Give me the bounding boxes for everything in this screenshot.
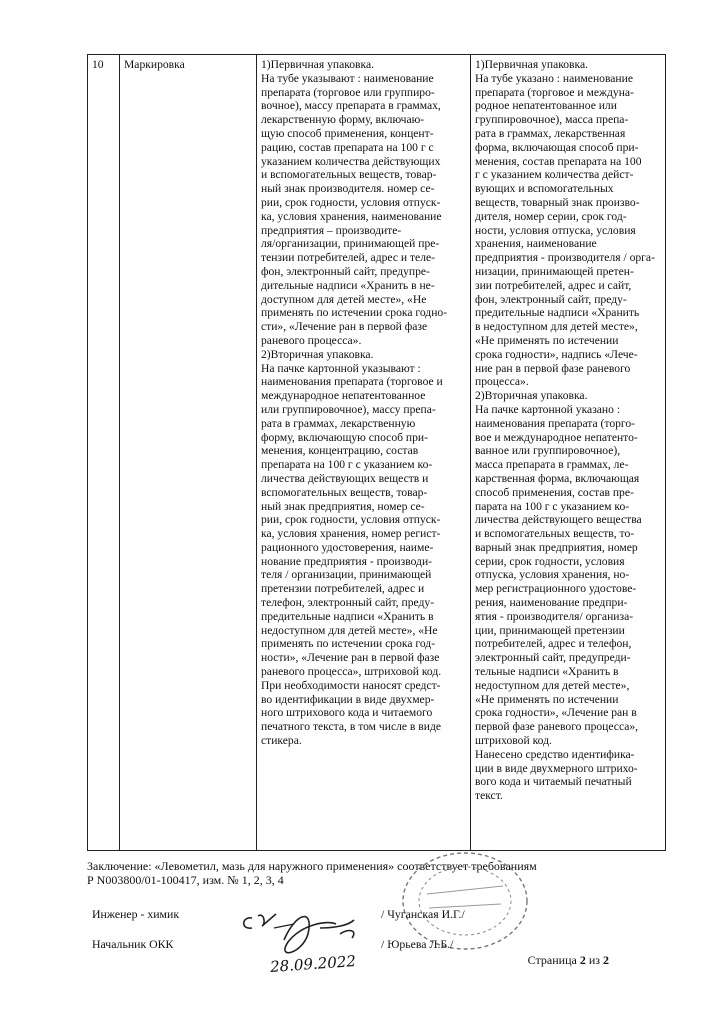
- right-primary-text: На тубе указано : наименование препарата (торговое и междуна- родное непатентованное или группировочное), масса препа- рата в граммах, лекарственная форма, включающая способ при- менения, состав препарата на 100 г с указанием количества дейст- вующих и вспомогательных веществ, товарный знак произво- дителя, номер серии, срок год- ности, условия отпуска, условия хранения, наименование предприятия - производителя / орга- низации, принимающей претен- зии потребителей, адрес и сайт, фон, электронный сайт, преду- предительные надписи «Хранить в недоступном для детей месте», «Не применять по истечении срока годности», надпись «Лече- ние ран в первой фазе раневого процесса».: [475, 71, 655, 389]
- conclusion: [87, 859, 647, 887]
- page-total: 2: [603, 953, 609, 967]
- left-secondary-title: 2)Вторичная упаковка.: [261, 347, 374, 361]
- results-cell: [471, 55, 666, 851]
- right-secondary-text: На пачке картонной указано : наименования препарата (торго- вое и международное непатенто- ванное или группировочное), масса препарата в граммах, ле- карственная форма, включающая способ применения, состав пре- парата на 100 г с указанием ко- личества действующего вещества и вспомогательных веществ, то- варный знак предприятия, номер серии, срок годности, условия отпуска, условия хранения, но- мер регистрационного удостове- рения, наименование предпри- ятия - производителя/ организа- ции, принимающей претензии потребителей, адрес и телефон, электронный сайт, предупреди- тельные надписи «Хранить в недоступном для детей месте», «Не применять по истечении срока годности», «Лечение ран в первой фазе раневого процесса», штриховой код.: [475, 402, 642, 748]
- right-secondary-title: 2)Вторичная упаковка.: [475, 389, 588, 403]
- left-primary-title: 1)Первичная упаковка.: [261, 58, 375, 71]
- page-of: из: [588, 953, 600, 967]
- left-primary-text: На тубе указывают : наименование препарата (торговое или группиро- вочное), массу препарата в граммах, лекарственную форму, включаю- щую способ применения, концент- рацию, состав препарата на 100 г с указанием количества действующих и вспомогательных веществ, товар- ный знак производителя. номер се- рии, срок годности, условия отпуск- ка, условия хранения, наименование предприятия – производите- ля/организации, принимающей пре- тензии потребителей, адрес и теле- фон, электронный сайт, предупре- дительные надписи «Хранить в не- доступном для детей месте», «Не применять по истечении срока годно- сти», «Лечение ран в первой фазе раневого процесса».: [261, 71, 448, 347]
- engineer-name: / Чуганская И.Г./: [381, 907, 465, 921]
- specification-table: [87, 54, 666, 851]
- page-current: 2: [579, 953, 586, 967]
- page-number: [528, 953, 609, 968]
- row-number: 10: [88, 55, 120, 851]
- conclusion-line-2: Р N003800/01-100417, изм. № 1, 2, 3, 4: [87, 873, 284, 887]
- table-row: [88, 55, 666, 851]
- handwritten-date: 28.09.2022: [269, 952, 357, 976]
- head-name: / Юрьева Л.Б./: [381, 937, 454, 951]
- row-name: Маркировка: [120, 55, 257, 851]
- left-secondary-text: На пачке картонной указывают : наименования препарата (торговое и международное непатентованное или группировочное), массу препа- рата в граммах, лекарственную форму, включающую способ при- менения, концентрацию, состав препарата на 100 г с указанием ко- личества действующих веществ и вспомогательных веществ, товар- ный знак предприятия, номер се- рии, срок годности, условия отпуск- ка, условия хранения, номер регист- рационного удостоверения, наиме- нование предприятия - производи- теля / организации, принимающей претензии потребителей, адрес и телефон, электронный сайт, преду- предительные надписи «Хранить в недоступном для детей месте», «Не применять по истечении срока год- ности», «Лечение ран в первой фазе раневого процесса», штриховой код. При необходимости наносят средст- во идентификации в виде двухмер- ного штрихового кода и читаемого печатного текста, в том числе в виде стикера.: [261, 361, 443, 748]
- right-primary-title: 1)Первичная упаковка.: [475, 58, 589, 71]
- engineer-role: Инженер - химик: [92, 907, 180, 921]
- page-label: Страница: [527, 953, 577, 967]
- right-extra-text: Нанесено средство идентифика- ции в виде двухмерного штрихо- вого кода и читаемый печатный текст.: [475, 747, 638, 803]
- conclusion-line-1: Заключение: «Левометил, мазь для наружного применения» соответствует требованиям: [87, 859, 537, 873]
- head-role: Начальник ОКК: [92, 937, 174, 951]
- requirements-cell: [257, 55, 471, 851]
